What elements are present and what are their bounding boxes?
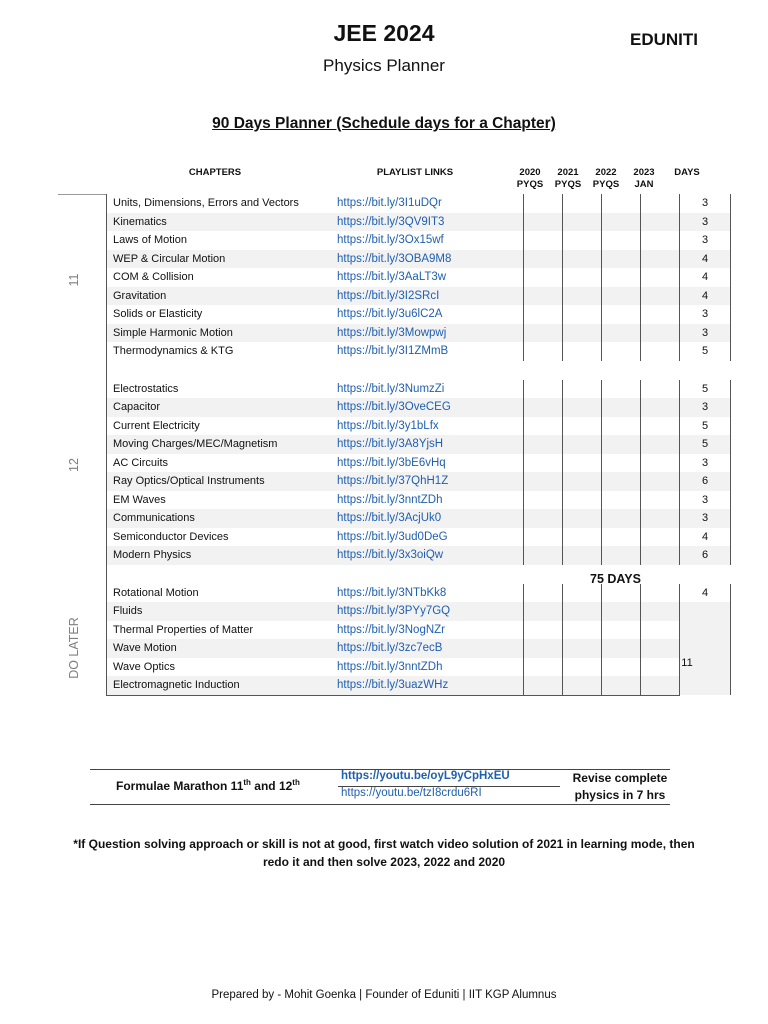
table-row	[107, 231, 731, 250]
pyq-checkbox-2023[interactable]	[641, 621, 680, 640]
pyq-checkbox-2022[interactable]	[602, 231, 641, 250]
chapter-name: EM Waves	[107, 491, 332, 510]
playlist-link[interactable]: https://bit.ly/3bE6vHq	[337, 456, 446, 469]
days-value: 3	[680, 398, 731, 417]
days-value: 3	[680, 491, 731, 510]
marathon-sup-1: th	[243, 778, 251, 787]
table-row	[107, 491, 731, 510]
marathon-label-text: Formulae Marathon 11	[116, 779, 244, 793]
pyq-checkbox-2022[interactable]	[602, 491, 641, 510]
footer-credit: Prepared by - Mohit Goenka | Founder of Eduniti | IIT KGP Alumnus	[211, 989, 557, 1001]
group-label-class-11: 11	[67, 273, 81, 287]
pyq-checkbox-2020[interactable]	[524, 528, 563, 547]
pyq-checkbox-2021[interactable]	[563, 287, 602, 306]
pyq-checkbox-2022[interactable]	[602, 528, 641, 547]
table-row	[107, 454, 731, 473]
days-value: 3	[680, 454, 731, 473]
header-2023-jan: 2023 JAN	[633, 167, 655, 190]
table-row	[107, 268, 731, 287]
pyq-checkbox-2020[interactable]	[524, 417, 563, 436]
days-value: 3	[680, 305, 731, 324]
pyq-checkbox-2021[interactable]	[563, 324, 602, 343]
pyq-checkbox-2022[interactable]	[602, 454, 641, 473]
pyq-checkbox-2021[interactable]	[563, 676, 602, 695]
pyq-checkbox-2022[interactable]	[602, 417, 641, 436]
pyq-checkbox-2020[interactable]	[524, 491, 563, 510]
advice-note: *If Question solving approach or skill is not at good, first watch video solution of 2021 in learning mode, then redo it and then solve 2023, 2022 and 2020	[73, 837, 695, 869]
group-label-do-later: DO LATER	[67, 617, 81, 679]
pyq-checkbox-2020[interactable]	[524, 658, 563, 677]
pyq-checkbox-2021[interactable]	[563, 417, 602, 436]
playlist-link[interactable]: https://bit.ly/3OBA9M8	[331, 250, 524, 269]
pyq-checkbox-2021[interactable]	[563, 268, 602, 287]
pyq-checkbox-2022[interactable]	[602, 546, 641, 565]
table-row	[107, 509, 731, 528]
pyq-checkbox-2021[interactable]	[563, 213, 602, 232]
playlist-link[interactable]: https://bit.ly/3OveCEG	[331, 398, 524, 417]
pyq-checkbox-2021[interactable]	[563, 509, 602, 528]
pyq-checkbox-2022[interactable]	[602, 268, 641, 287]
pyq-checkbox-2023[interactable]	[641, 213, 680, 232]
header-2022-pyqs: 2022 PYQS	[592, 167, 620, 190]
pyq-checkbox-2021[interactable]	[563, 398, 602, 417]
pyq-checkbox-2023[interactable]	[641, 472, 680, 491]
days-value: 4	[680, 268, 731, 287]
pyq-checkbox-2020[interactable]	[524, 602, 563, 621]
pyq-checkbox-2022[interactable]	[602, 342, 641, 361]
header-playlist-links: PLAYLIST LINKS	[376, 167, 454, 178]
pyq-checkbox-2022[interactable]	[602, 435, 641, 454]
pyq-checkbox-2020[interactable]	[524, 546, 563, 565]
pyq-checkbox-2020[interactable]	[524, 194, 563, 213]
chapter-name: Thermodynamics & KTG	[107, 342, 332, 361]
pyq-checkbox-2020[interactable]	[524, 472, 563, 491]
pyq-checkbox-2022[interactable]	[602, 324, 641, 343]
playlist-link[interactable]: https://bit.ly/37QhH1Z	[331, 472, 524, 491]
header-2020-pyqs: 2020 PYQS	[516, 167, 544, 190]
table-row	[107, 287, 731, 306]
pyq-checkbox-2022[interactable]	[602, 621, 641, 640]
chapter-name: Gravitation	[107, 287, 332, 306]
chapter-name: AC Circuits	[107, 454, 332, 473]
chapter-name: Capacitor	[107, 398, 332, 417]
pyq-checkbox-2020[interactable]	[524, 584, 563, 603]
header-chapters: CHAPTERS	[188, 167, 242, 178]
pyq-checkbox-2022[interactable]	[602, 472, 641, 491]
pyq-checkbox-2023[interactable]	[641, 546, 680, 565]
pyq-checkbox-2023[interactable]	[641, 305, 680, 324]
pyq-checkbox-2020[interactable]	[524, 305, 563, 324]
table-row	[107, 417, 731, 436]
playlist-link[interactable]: https://bit.ly/3A8YjsH	[331, 435, 524, 454]
chapter-name: Electrostatics	[107, 380, 332, 399]
chapter-name: Moving Charges/MEC/Magnetism	[107, 435, 332, 454]
playlist-link[interactable]: https://bit.ly/3AcjUk0	[331, 509, 524, 528]
page-title: JEE 2024	[333, 20, 435, 46]
days-value: 3	[680, 509, 731, 528]
pyq-checkbox-2021[interactable]	[563, 546, 602, 565]
pyq-checkbox-2020[interactable]	[524, 639, 563, 658]
playlist-link[interactable]: https://bit.ly/3NTbKk8	[337, 586, 447, 599]
pyq-checkbox-2023[interactable]	[641, 324, 680, 343]
chapter-name: Kinematics	[107, 213, 332, 232]
table-row	[107, 639, 731, 658]
playlist-link[interactable]: https://bit.ly/3PYy7GQ	[331, 602, 524, 621]
chapter-name: Modern Physics	[107, 546, 332, 565]
pyq-checkbox-2023[interactable]	[641, 342, 680, 361]
table-row	[107, 305, 731, 324]
pyq-checkbox-2023[interactable]	[641, 509, 680, 528]
playlist-link[interactable]: https://bit.ly/3y1bLfx	[337, 419, 439, 432]
pyq-checkbox-2022[interactable]	[602, 658, 641, 677]
section-gap-cell	[107, 361, 731, 380]
days-value: 3	[680, 324, 731, 343]
table-row	[107, 528, 731, 547]
pyq-checkbox-2020[interactable]	[524, 676, 563, 695]
pyq-checkbox-2023[interactable]	[641, 602, 680, 621]
pyq-checkbox-2021[interactable]	[563, 305, 602, 324]
pyq-checkbox-2020[interactable]	[524, 287, 563, 306]
chapter-name: Wave Optics	[107, 658, 332, 677]
playlist-link[interactable]: https://bit.ly/3I2SRcI	[331, 287, 524, 306]
pyq-checkbox-2023[interactable]	[641, 380, 680, 399]
chapter-name: Solids or Elasticity	[107, 305, 332, 324]
pyq-checkbox-2020[interactable]	[524, 324, 563, 343]
days-value: 6	[680, 546, 731, 565]
brand-name: EDUNITI	[630, 30, 698, 49]
playlist-link[interactable]: https://bit.ly/3NogNZr	[337, 623, 446, 636]
table-row	[107, 398, 731, 417]
days-value: 5	[680, 417, 731, 436]
playlist-link[interactable]: https://bit.ly/3ud0DeG	[337, 530, 448, 543]
playlist-link[interactable]: https://bit.ly/3NumzZi	[337, 382, 445, 395]
header-days: DAYS	[674, 167, 700, 178]
chapter-name: Electromagnetic Induction	[107, 676, 332, 695]
days-value: 4	[680, 250, 731, 269]
table-row	[107, 602, 731, 621]
playlist-link[interactable]: https://bit.ly/3I1uDQr	[337, 197, 442, 210]
table-row	[107, 342, 731, 361]
pyq-checkbox-2020[interactable]	[524, 454, 563, 473]
pyq-checkbox-2021[interactable]	[563, 639, 602, 658]
pyq-checkbox-2022[interactable]	[602, 213, 641, 232]
pyq-checkbox-2021[interactable]	[563, 472, 602, 491]
total-days-label: 75 DAYS	[590, 572, 641, 586]
pyq-checkbox-2022[interactable]	[602, 287, 641, 306]
chapter-name: Units, Dimensions, Errors and Vectors	[107, 194, 332, 213]
chapter-name: Laws of Motion	[107, 231, 332, 250]
pyq-checkbox-2021[interactable]	[563, 584, 602, 603]
marathon-sup-2: th	[292, 778, 300, 787]
table-row	[107, 472, 731, 491]
pyq-checkbox-2023[interactable]	[641, 250, 680, 269]
page-subtitle: Physics Planner	[323, 56, 445, 75]
pyq-checkbox-2023[interactable]	[641, 676, 680, 695]
playlist-link[interactable]: https://bit.ly/3nntZDh	[337, 493, 443, 506]
pyq-checkbox-2023[interactable]	[641, 454, 680, 473]
table-row	[107, 194, 731, 213]
pyq-checkbox-2021[interactable]	[563, 491, 602, 510]
pyq-checkbox-2022[interactable]	[602, 194, 641, 213]
group-label-class-12: 12	[67, 458, 81, 472]
table-row	[107, 676, 731, 695]
table-row	[107, 546, 731, 565]
playlist-link[interactable]: https://bit.ly/3QV9IT3	[331, 213, 524, 232]
pyq-checkbox-2023[interactable]	[641, 231, 680, 250]
planner-heading: 90 Days Planner (Schedule days for a Chapter)	[212, 115, 556, 132]
pyq-checkbox-2023[interactable]	[641, 584, 680, 603]
pyq-checkbox-2022[interactable]	[602, 250, 641, 269]
header-2021-pyqs: 2021 PYQS	[554, 167, 582, 190]
playlist-link[interactable]: https://bit.ly/3nntZDh	[337, 660, 443, 673]
days-value	[680, 602, 731, 695]
pyq-checkbox-2021[interactable]	[563, 528, 602, 547]
marathon-link-2[interactable]: https://youtu.be/tzI8crdu6RI	[341, 787, 482, 799]
pyq-checkbox-2021[interactable]	[563, 621, 602, 640]
pyq-checkbox-2022[interactable]	[602, 584, 641, 603]
pyq-checkbox-2020[interactable]	[524, 380, 563, 399]
pyq-checkbox-2022[interactable]	[602, 380, 641, 399]
table-row	[107, 621, 731, 640]
chapter-name: Ray Optics/Optical Instruments	[107, 472, 332, 491]
pyq-checkbox-2022[interactable]	[602, 676, 641, 695]
revise-note: Revise complete physics in 7 hrs	[572, 771, 668, 802]
chapter-name: Current Electricity	[107, 417, 332, 436]
chapter-name: COM & Collision	[107, 268, 332, 287]
marathon-link-1[interactable]: https://youtu.be/oyL9yCpHxEU	[341, 770, 510, 782]
table-row	[107, 380, 731, 399]
pyq-checkbox-2022[interactable]	[602, 639, 641, 658]
pyq-checkbox-2021[interactable]	[563, 194, 602, 213]
days-value: 3	[680, 194, 731, 213]
pyq-checkbox-2023[interactable]	[641, 528, 680, 547]
table-row	[107, 584, 731, 603]
playlist-link[interactable]: https://bit.ly/3Ox15wf	[337, 234, 444, 247]
marathon-label	[116, 778, 300, 793]
pyq-checkbox-2020[interactable]	[524, 268, 563, 287]
pyq-checkbox-2021[interactable]	[563, 380, 602, 399]
playlist-link[interactable]: https://bit.ly/3I1ZMmB	[337, 345, 449, 358]
pyq-checkbox-2023[interactable]	[641, 417, 680, 436]
chapter-name: Thermal Properties of Matter	[107, 621, 332, 640]
playlist-link[interactable]: https://bit.ly/3u6lC2A	[337, 308, 443, 321]
chapter-name: Fluids	[107, 602, 332, 621]
pyq-checkbox-2023[interactable]	[641, 268, 680, 287]
pyq-checkbox-2022[interactable]	[602, 305, 641, 324]
pyq-checkbox-2023[interactable]	[641, 435, 680, 454]
days-value: 4	[680, 584, 731, 603]
days-value: 6	[680, 472, 731, 491]
playlist-link[interactable]: https://bit.ly/3uazWHz	[331, 676, 524, 695]
pyq-checkbox-2021[interactable]	[563, 435, 602, 454]
pyq-checkbox-2021[interactable]	[563, 658, 602, 677]
days-value: 4	[680, 528, 731, 547]
pyq-checkbox-2020[interactable]	[524, 509, 563, 528]
pyq-checkbox-2021[interactable]	[563, 454, 602, 473]
table-row	[107, 435, 731, 454]
table-row	[107, 213, 731, 232]
days-value: 3	[680, 213, 731, 232]
pyq-checkbox-2020[interactable]	[524, 435, 563, 454]
playlist-link[interactable]: https://bit.ly/3zc7ecB	[331, 639, 524, 658]
marathon-label-mid: and 12	[250, 779, 293, 793]
days-value: 5	[680, 380, 731, 399]
chapter-name: Rotational Motion	[107, 584, 332, 603]
table-row	[107, 250, 731, 269]
pyq-checkbox-2020[interactable]	[524, 213, 563, 232]
pyq-checkbox-2021[interactable]	[563, 250, 602, 269]
chapter-name: Wave Motion	[107, 639, 332, 658]
chapter-name: Simple Harmonic Motion	[107, 324, 332, 343]
pyq-checkbox-2020[interactable]	[524, 250, 563, 269]
pyq-checkbox-2020[interactable]	[524, 231, 563, 250]
days-value: 5	[680, 342, 731, 361]
chapter-name: Semiconductor Devices	[107, 528, 332, 547]
pyq-checkbox-2023[interactable]	[641, 398, 680, 417]
pyq-checkbox-2023[interactable]	[641, 639, 680, 658]
pyq-checkbox-2021[interactable]	[563, 342, 602, 361]
days-value: 3	[680, 231, 731, 250]
planner-table	[106, 194, 731, 696]
days-value: 4	[680, 287, 731, 306]
pyq-checkbox-2022[interactable]	[602, 398, 641, 417]
pyq-checkbox-2022[interactable]	[602, 509, 641, 528]
pyq-checkbox-2023[interactable]	[641, 194, 680, 213]
table-row	[107, 658, 731, 677]
days-value: 5	[680, 435, 731, 454]
section-gap	[107, 361, 731, 380]
pyq-checkbox-2022[interactable]	[602, 602, 641, 621]
pyq-checkbox-2020[interactable]	[524, 342, 563, 361]
marathon-bottom-rule	[90, 804, 670, 805]
later-days-value: 11	[681, 657, 693, 669]
pyq-checkbox-2021[interactable]	[563, 231, 602, 250]
group-divider	[58, 194, 106, 195]
pyq-checkbox-2021[interactable]	[563, 602, 602, 621]
pyq-checkbox-2023[interactable]	[641, 287, 680, 306]
playlist-link[interactable]: https://bit.ly/3Mowpwj	[331, 324, 524, 343]
pyq-checkbox-2023[interactable]	[641, 491, 680, 510]
table-row	[107, 324, 731, 343]
playlist-link[interactable]: https://bit.ly/3x3oiQw	[331, 546, 524, 565]
pyq-checkbox-2020[interactable]	[524, 621, 563, 640]
pyq-checkbox-2020[interactable]	[524, 398, 563, 417]
chapter-name: Communications	[107, 509, 332, 528]
playlist-link[interactable]: https://bit.ly/3AaLT3w	[337, 271, 447, 284]
chapter-name: WEP & Circular Motion	[107, 250, 332, 269]
